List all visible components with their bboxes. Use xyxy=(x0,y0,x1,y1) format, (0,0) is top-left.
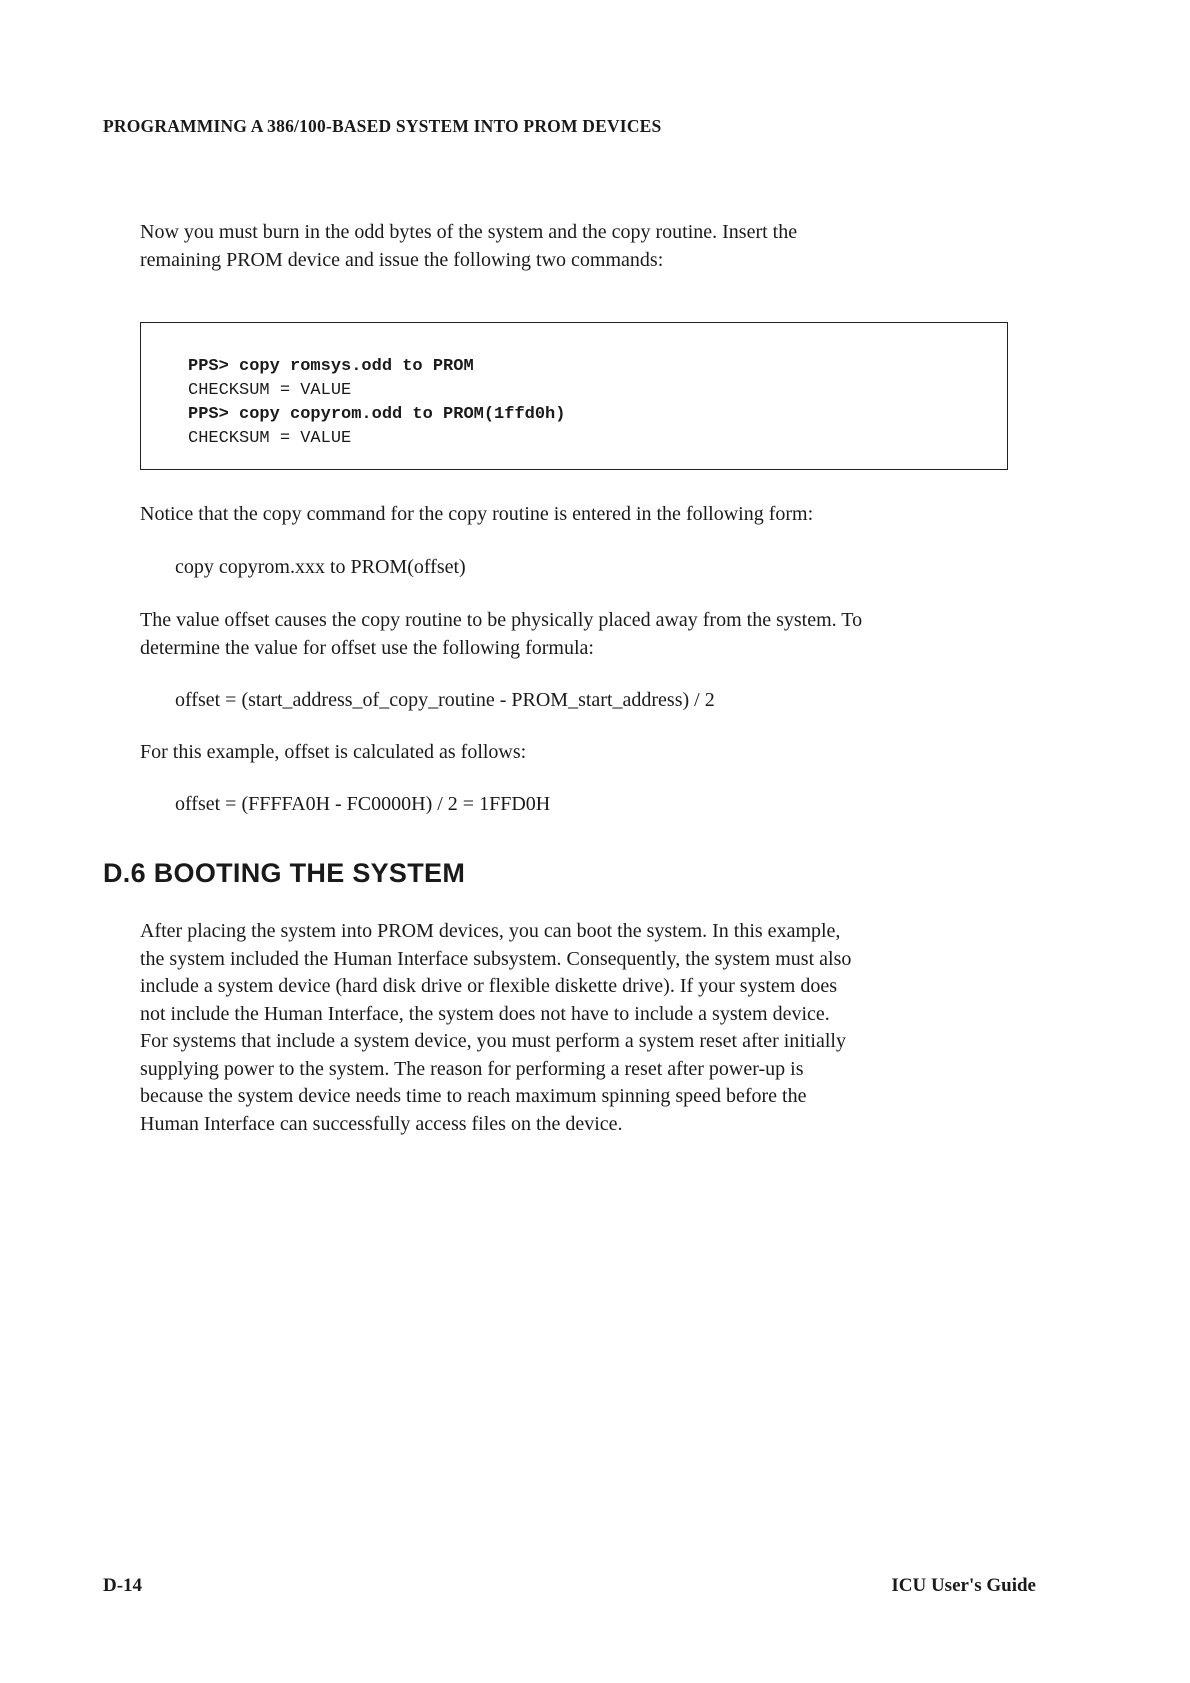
command-form: copy copyrom.xxx to PROM(offset) xyxy=(175,556,466,578)
offset-line: determine the value for offset use the following formula: xyxy=(140,637,594,659)
code-example-box xyxy=(140,322,1008,470)
offset-line: The value offset causes the copy routine to be physically placed away from the system. To xyxy=(140,609,863,631)
page-number: D-14 xyxy=(103,1575,143,1596)
code-output-line: CHECKSUM = VALUE xyxy=(188,381,352,400)
notice-paragraph: Notice that the copy command for the copy routine is entered in the following form: xyxy=(140,503,814,525)
book-title: ICU User's Guide xyxy=(891,1575,1036,1596)
offset-formula: offset = (start_address_of_copy_routine - PROM_start_address) / 2 xyxy=(175,689,715,711)
intro-paragraph xyxy=(140,218,1020,274)
body-line: For systems that include a system device, you must perform a system reset after initially xyxy=(140,1030,846,1052)
intro-line: Now you must burn in the odd bytes of the system and the copy routine. Insert the xyxy=(140,221,798,243)
body-line: Human Interface can successfully access files on the device. xyxy=(140,1112,623,1135)
example-paragraph: For this example, offset is calculated as follows: xyxy=(140,741,527,763)
code-command-line: PPS> copy romsys.odd to PROM xyxy=(188,357,474,376)
section-body xyxy=(140,918,1020,1138)
offset-paragraph xyxy=(140,606,1020,662)
body-line: the system included the Human Interface subsystem. Consequently, the system must also xyxy=(140,947,852,970)
offset-calculation: offset = (FFFFA0H - FC0000H) / 2 = 1FFD0H xyxy=(175,793,551,815)
code-command-line: PPS> copy copyrom.odd to PROM(1ffd0h) xyxy=(188,405,566,424)
section-title: D.6 BOOTING THE SYSTEM xyxy=(103,858,466,888)
body-line: supplying power to the system. The reason for performing a reset after power-up is xyxy=(140,1057,804,1080)
intro-line: remaining PROM device and issue the following two commands: xyxy=(140,249,664,271)
code-lines xyxy=(188,355,565,451)
body-line: include a system device (hard disk drive or flexible diskette drive). If your system does xyxy=(140,975,838,997)
code-output-line: CHECKSUM = VALUE xyxy=(188,429,352,448)
body-line: After placing the system into PROM devices, you can boot the system. In this example, xyxy=(140,920,841,942)
body-line: because the system device needs time to reach maximum spinning speed before the xyxy=(140,1085,807,1107)
running-header: PROGRAMMING A 386/100-BASED SYSTEM INTO PROM DEVICES xyxy=(103,116,662,136)
body-line: not include the Human Interface, the system does not have to include a system device. xyxy=(140,1002,830,1025)
